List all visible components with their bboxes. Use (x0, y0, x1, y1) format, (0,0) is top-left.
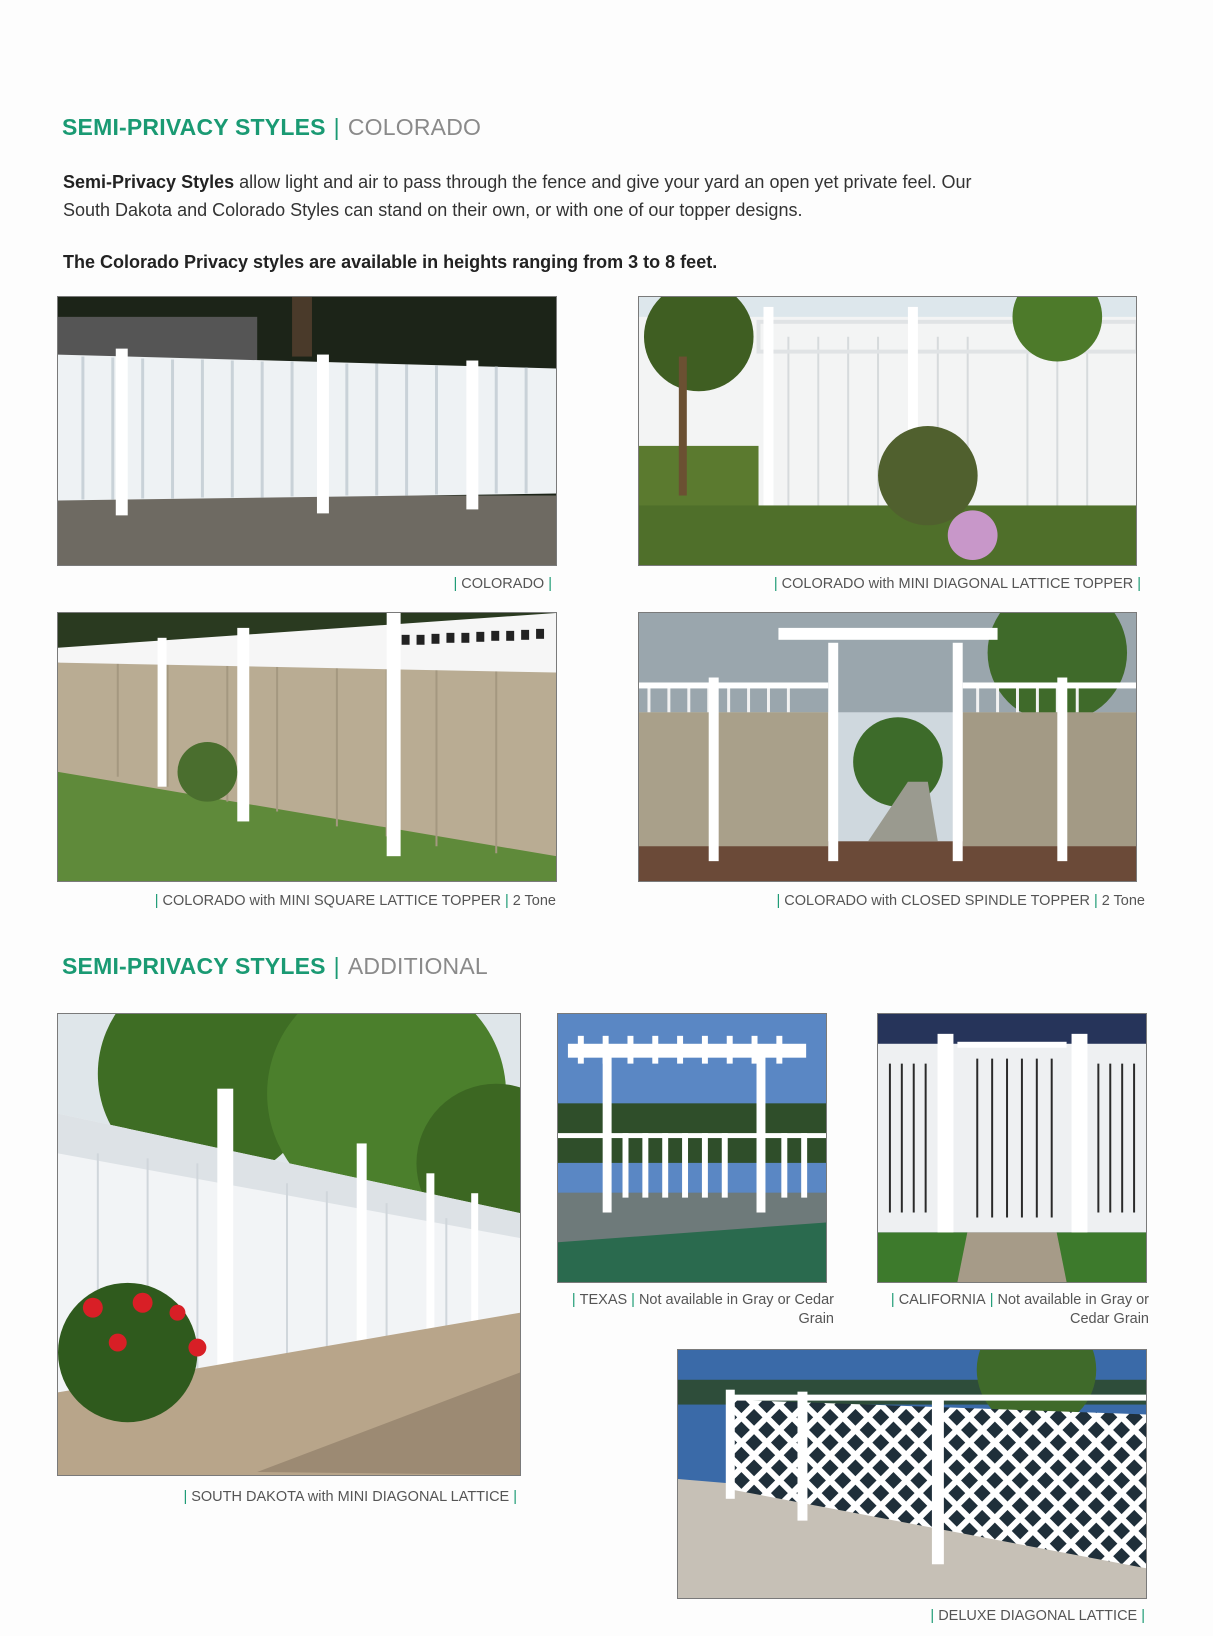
photo-colorado (57, 296, 557, 566)
photo-colorado-mini-square-lattice (57, 612, 557, 882)
caption-colorado: | COLORADO | (453, 576, 552, 592)
photo-colorado-mini-diagonal-lattice (638, 296, 1137, 566)
availability-note: The Colorado Privacy styles are available in heights ranging from 3 to 8 feet. (63, 252, 718, 272)
caption-text: COLORADO (461, 576, 545, 592)
heading-sub: COLORADO (347, 114, 482, 140)
caption-texas: | TEXAS | Not available in Gray or Cedar Grain (571, 1292, 834, 1327)
intro-bold: Semi-Privacy Styles (63, 172, 235, 192)
caption-text: SOUTH DAKOTA with MINI DIAGONAL LATTICE (191, 1489, 510, 1505)
photo-california (877, 1013, 1147, 1283)
caption-california: | CALIFORNIA | Not available in Gray or Cedar Grain (890, 1292, 1149, 1327)
caption-deluxe-diagonal-lattice: | DELUXE DIAGONAL LATTICE | (930, 1608, 1145, 1624)
heading-separator: | (333, 114, 340, 140)
heading-main: SEMI-PRIVACY STYLES (62, 953, 326, 979)
caption-south-dakota: | SOUTH DAKOTA with MINI DIAGONAL LATTICE | (183, 1489, 517, 1505)
photo-south-dakota (57, 1013, 521, 1476)
heading-main: SEMI-PRIVACY STYLES (62, 114, 326, 140)
heading-separator: | (333, 953, 340, 979)
photo-colorado-closed-spindle (638, 612, 1137, 882)
caption-colorado-mini-square-lattice: | COLORADO with MINI SQUARE LATTICE TOPPER | 2 Tone (154, 893, 556, 909)
section-heading-additional (62, 953, 488, 980)
caption-text: COLORADO with MINI DIAGONAL LATTICE TOPPER (781, 576, 1134, 592)
section-heading-colorado (62, 114, 481, 141)
caption-text: TEXAS (579, 1292, 628, 1308)
heading-sub: ADDITIONAL (347, 953, 488, 979)
caption-note: Not available in Gray or Cedar Grain (638, 1292, 834, 1327)
caption-text: CALIFORNIA (898, 1292, 986, 1308)
intro-paragraph (63, 168, 983, 224)
intro-text: allow light and air to pass through the fence and give your yard an open yet private feel. Our South Dakota and Colorado Styles can stand on their own, or with one of our topper designs. (63, 172, 972, 220)
caption-note: Not available in Gray or Cedar Grain (997, 1292, 1149, 1327)
caption-text: COLORADO with MINI SQUARE LATTICE TOPPER (162, 893, 501, 909)
photo-deluxe-diagonal-lattice (677, 1349, 1147, 1599)
photo-texas (557, 1013, 827, 1283)
caption-extra: 2 Tone (512, 893, 556, 909)
caption-colorado-closed-spindle: | COLORADO with CLOSED SPINDLE TOPPER | 2 Tone (776, 893, 1145, 909)
caption-text: DELUXE DIAGONAL LATTICE (938, 1608, 1138, 1624)
caption-colorado-mini-diagonal-lattice: | COLORADO with MINI DIAGONAL LATTICE TOPPER | (773, 576, 1141, 592)
caption-text: COLORADO with CLOSED SPINDLE TOPPER (784, 893, 1090, 909)
caption-extra: 2 Tone (1101, 893, 1145, 909)
